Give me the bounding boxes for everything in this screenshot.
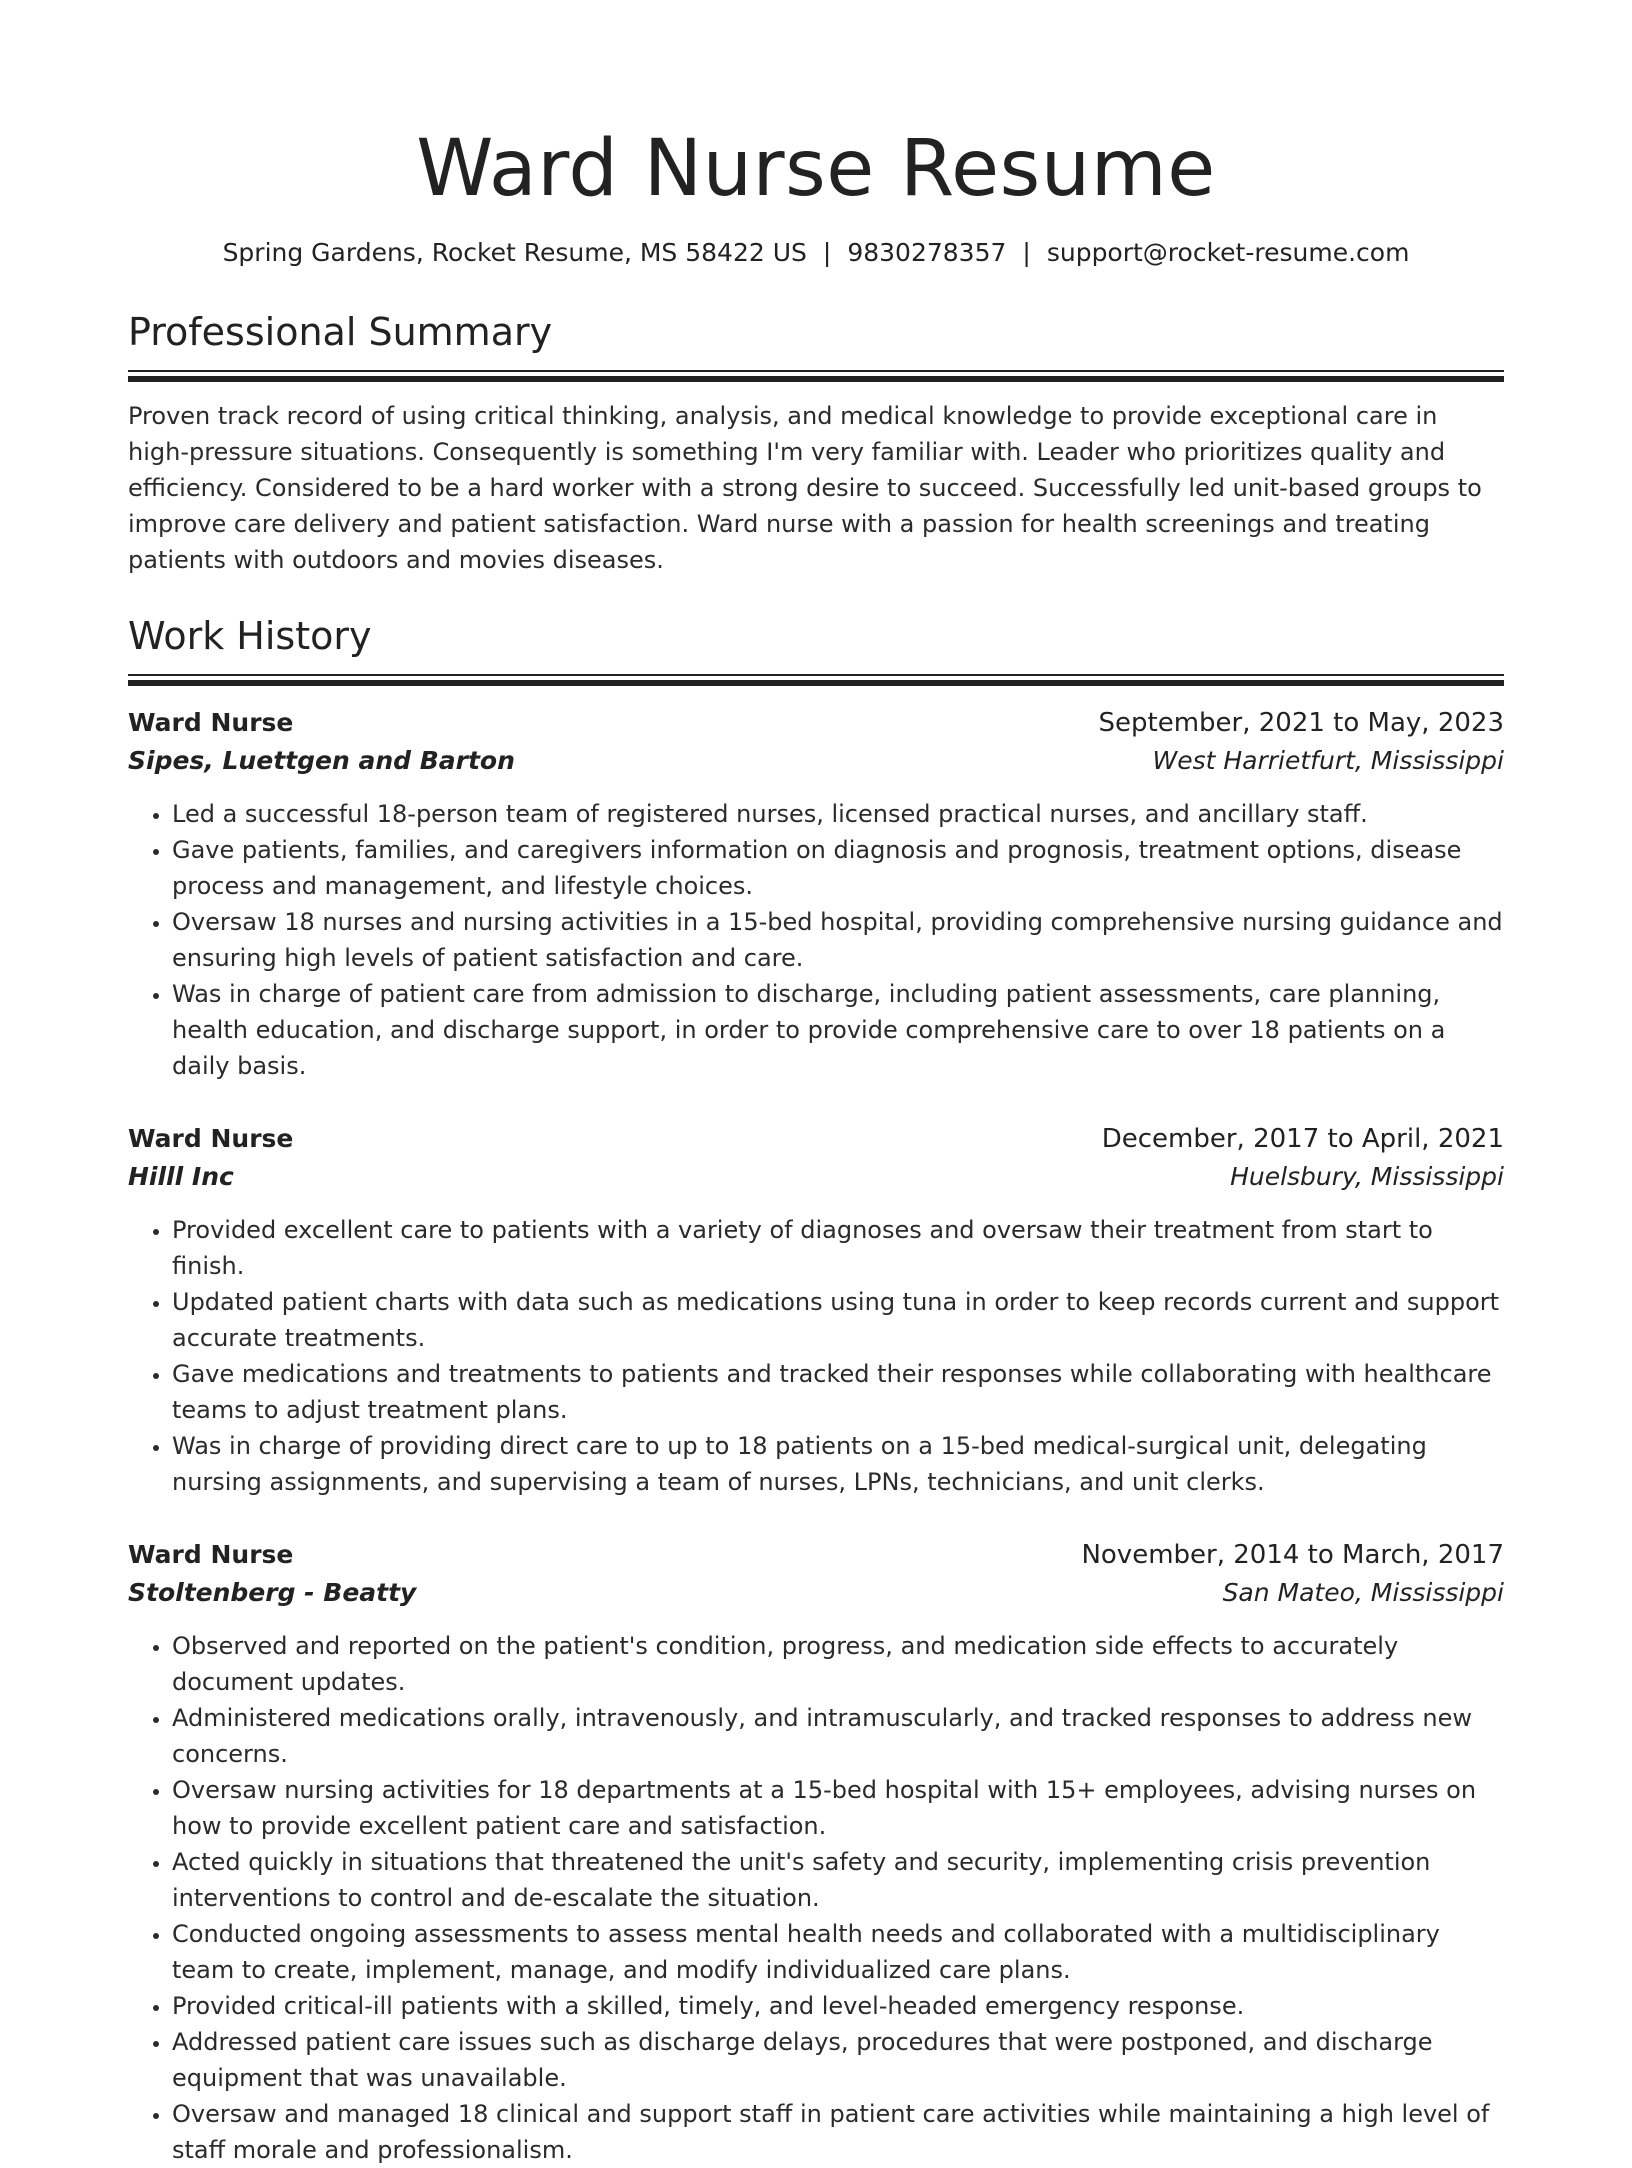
professional-summary-section bbox=[128, 308, 1504, 578]
job-header-row bbox=[128, 1120, 1504, 1158]
job-bullet: • Oversaw nursing activities for 18 departments at a 15-bed hospital with 15+ employees, advising nurses on how to provide excellent patient care and satisfaction. bbox=[172, 1772, 1504, 1844]
section-divider bbox=[128, 370, 1504, 382]
job-title: Ward Nurse bbox=[128, 1540, 294, 1569]
job-company-row bbox=[128, 742, 1504, 780]
job-dates: November, 2014 to March, 2017 bbox=[1081, 1540, 1504, 1570]
job-location: San Mateo, Mississippi bbox=[1222, 1578, 1504, 1607]
job-location: West Harrietfurt, Mississippi bbox=[1152, 746, 1504, 775]
contact-line bbox=[128, 236, 1504, 270]
job-bullet: • Provided excellent care to patients with a variety of diagnoses and oversaw their treatment from start to finish. bbox=[172, 1212, 1504, 1284]
job-bullet: • Gave patients, families, and caregivers information on diagnosis and prognosis, treatment options, disease process and management, and lifestyle choices. bbox=[172, 832, 1504, 904]
contact-phone: 9830278357 bbox=[847, 238, 1007, 267]
work-history-section bbox=[128, 612, 1504, 2168]
job-bullet-list bbox=[128, 1628, 1504, 2168]
contact-address: Spring Gardens, Rocket Resume, MS 58422 US bbox=[222, 238, 807, 267]
job-company: Sipes, Luettgen and Barton bbox=[128, 746, 515, 775]
job-bullet: • Gave medications and treatments to patients and tracked their responses while collaborating with healthcare teams to adjust treatment plans. bbox=[172, 1356, 1504, 1428]
job-company: Stoltenberg - Beatty bbox=[128, 1578, 417, 1607]
job-dates: December, 2017 to April, 2021 bbox=[1101, 1124, 1504, 1154]
job-bullet: • Acted quickly in situations that threatened the unit's safety and security, implementing crisis prevention interventions to control and de-escalate the situation. bbox=[172, 1844, 1504, 1916]
job-bullet: • Observed and reported on the patient's condition, progress, and medication side effects to accurately document updates. bbox=[172, 1628, 1504, 1700]
job-bullet: • Administered medications orally, intravenously, and intramuscularly, and tracked responses to address new concerns. bbox=[172, 1700, 1504, 1772]
section-heading: Work History bbox=[128, 614, 372, 658]
job-bullet: • Was in charge of patient care from admission to discharge, including patient assessments, care planning, health education, and discharge support, in order to provide comprehensive care to over 18 patients on a daily basis. bbox=[172, 976, 1504, 1084]
job-bullet: • Was in charge of providing direct care to up to 18 patients on a 15-bed medical-surgical unit, delegating nursing assignments, and supervising a team of nurses, LPNs, technicians, and unit clerks. bbox=[172, 1428, 1504, 1500]
job-company: Hilll Inc bbox=[128, 1162, 234, 1191]
job-entry bbox=[128, 1120, 1504, 1500]
job-bullet: • Provided critical-ill patients with a skilled, timely, and level-headed emergency response. bbox=[172, 1988, 1504, 2024]
job-bullet: • Led a successful 18-person team of registered nurses, licensed practical nurses, and ancillary staff. bbox=[172, 796, 1504, 832]
section-heading: Professional Summary bbox=[128, 310, 553, 354]
job-bullet-list bbox=[128, 796, 1504, 1084]
job-company-row bbox=[128, 1574, 1504, 1612]
job-company-row bbox=[128, 1158, 1504, 1196]
job-entry bbox=[128, 1536, 1504, 2168]
job-header-row bbox=[128, 1536, 1504, 1574]
job-header-row bbox=[128, 704, 1504, 742]
contact-email: support@rocket-resume.com bbox=[1046, 238, 1410, 267]
contact-separator: | bbox=[822, 238, 832, 267]
contact-separator: | bbox=[1022, 238, 1031, 267]
summary-text: Proven track record of using critical thinking, analysis, and medical knowledge to provide exceptional care in high-pressure situations. Consequently is something I'm very familiar with. Leader who prioritizes quality and efficiency. Considered to be a hard worker with a strong desire to succeed. Successfully led unit-based groups to improve care delivery and patient satisfaction. Ward nurse with a passion for health screenings and treating patients with outdoors and movies diseases. bbox=[128, 402, 1482, 574]
job-location: Huelsbury, Mississippi bbox=[1230, 1162, 1504, 1191]
job-bullet-list bbox=[128, 1212, 1504, 1500]
job-bullet: • Oversaw and managed 18 clinical and support staff in patient care activities while maintaining a high level of staff morale and professionalism. bbox=[172, 2096, 1504, 2168]
job-entry bbox=[128, 704, 1504, 1084]
resume-title: Ward Nurse Resume bbox=[416, 124, 1216, 214]
job-bullet: • Addressed patient care issues such as discharge delays, procedures that were postponed, and discharge equipment that was unavailable. bbox=[172, 2024, 1504, 2096]
job-bullet: • Updated patient charts with data such as medications using tuna in order to keep records current and support accurate treatments. bbox=[172, 1284, 1504, 1356]
job-title: Ward Nurse bbox=[128, 708, 294, 737]
job-title: Ward Nurse bbox=[128, 1124, 294, 1153]
section-divider bbox=[128, 674, 1504, 686]
job-bullet: • Conducted ongoing assessments to assess mental health needs and collaborated with a multidisciplinary team to create, implement, manage, and modify individualized care plans. bbox=[172, 1916, 1504, 1988]
job-dates: September, 2021 to May, 2023 bbox=[1098, 708, 1504, 738]
job-bullet: • Oversaw 18 nurses and nursing activities in a 15-bed hospital, providing comprehensive nursing guidance and ensuring high levels of patient satisfaction and care. bbox=[172, 904, 1504, 976]
